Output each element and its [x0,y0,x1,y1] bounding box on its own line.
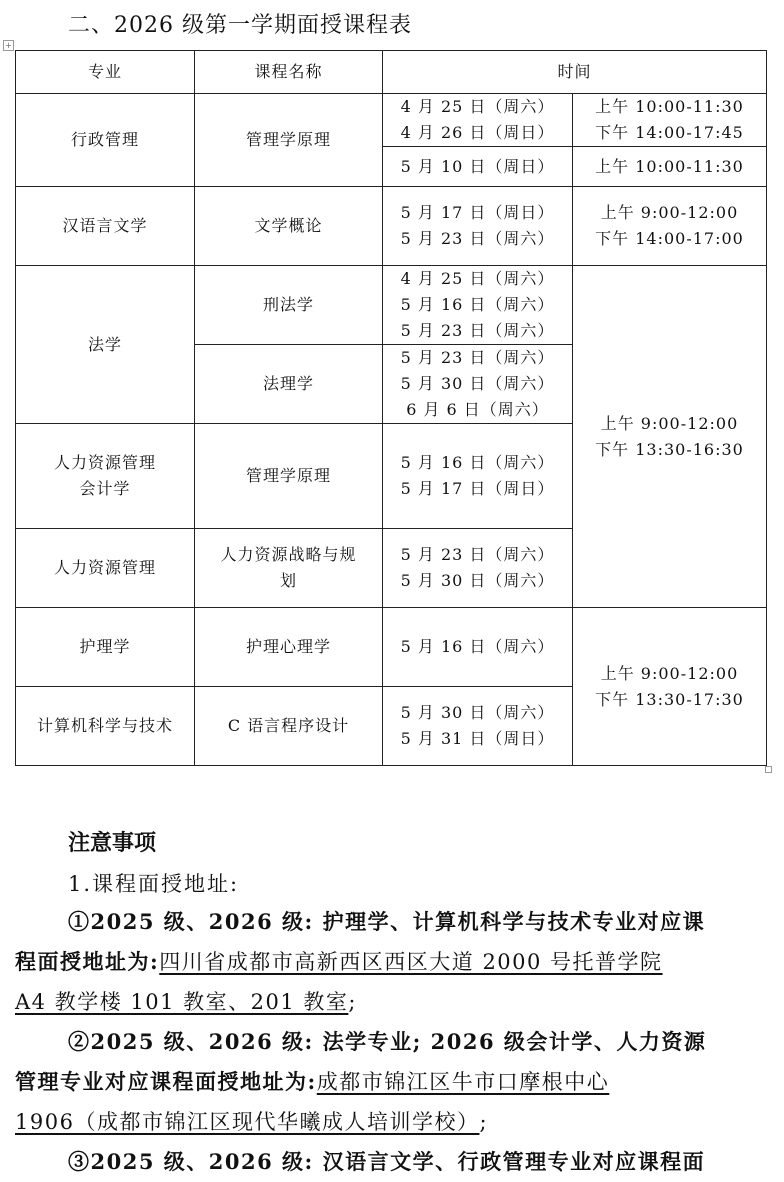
note-1-label: 程面授地址为: [15,949,160,974]
times-cell: 上午 10:00-11:30 [595,156,744,176]
note-paragraph-2 [15,1022,771,1142]
times-cell-merged: 上午 9:00-12:00 下午 13:30-16:30 [595,413,744,459]
course-cell: 管理学原理 [245,130,331,149]
notes-item-1: 1.课程面授地址: [68,872,240,896]
course-cell: 刑法学 [262,295,314,314]
dates-cell: 5 月 17 日（周日） 5 月 23 日（周六） [400,203,555,248]
note-paragraph-1 [15,902,771,1022]
course-cell: 法理学 [262,374,314,393]
dates-cell: 4 月 25 日（周六） 4 月 26 日（周日） [400,97,555,142]
table-resize-handle[interactable] [765,766,772,773]
major-cell: 人力资源管理 会计学 [53,453,156,498]
major-cell: 护理学 [79,637,131,656]
punctuation: ; [348,990,357,1014]
course-cell: C 语言程序设计 [227,716,350,735]
dates-cell: 5 月 30 日（周六） 5 月 31 日（周日） [400,703,555,748]
major-cell: 人力资源管理 [53,558,156,577]
major-cell: 行政管理 [70,130,139,149]
note-1-line-1: ①2025 级、2026 级: 护理学、计算机科学与技术专业对应课 [68,909,706,934]
address-2-part-1: 成都市锦江区牛市口摩根中心 [316,1070,610,1094]
dates-cell: 5 月 10 日（周日） [400,156,555,176]
table-move-handle-icon[interactable]: + [3,40,14,51]
address-1-part-1: 四川省成都市高新西区西区大道 2000 号托普学院 [159,950,663,974]
note-paragraph-3 [15,1142,771,1182]
major-cell: 计算机科学与技术 [36,716,173,735]
dates-cell: 5 月 16 日（周六） 5 月 17 日（周日） [400,453,555,498]
dates-cell: 5 月 23 日（周六） 5 月 30 日（周六） 6 月 6 日（周六） [400,348,555,419]
address-1-part-2: A4 教学楼 101 教室、201 教室 [15,990,349,1014]
times-cell-merged: 上午 9:00-12:00 下午 13:30-17:30 [595,663,744,709]
note-3-line-1: ③2025 级、2026 级: 汉语言文学、行政管理专业对应课程面 [68,1149,706,1174]
header-time: 时间 [557,62,592,81]
section-title: 二、2026 级第一学期面授课程表 [68,13,412,38]
dates-cell: 4 月 25 日（周六） 5 月 16 日（周六） 5 月 23 日（周六） [400,269,555,340]
major-cell: 汉语言文学 [62,216,148,235]
course-cell: 管理学原理 [245,466,331,485]
dates-cell: 5 月 16 日（周六） [400,637,555,656]
times-cell: 上午 9:00-12:00 下午 14:00-17:00 [595,203,744,248]
note-2-label: 管理专业对应课程面授地址为: [15,1069,317,1094]
punctuation: ; [479,1110,489,1134]
notes-heading: 注意事项 [68,831,157,856]
header-course: 课程名称 [254,62,323,81]
address-2-part-2: 1906（成都市锦江区现代华曦成人培训学校） [15,1110,480,1134]
note-2-line-1: ②2025 级、2026 级: 法学专业; 2026 级会计学、人力资源 [68,1029,707,1054]
course-cell: 护理心理学 [245,637,331,656]
major-cell: 法学 [87,334,122,354]
dates-cell: 5 月 23 日（周六） 5 月 30 日（周六） [400,545,555,590]
header-major: 专业 [87,62,122,81]
course-cell: 人力资源战略与规 划 [220,545,357,590]
course-cell: 文学概论 [254,216,323,235]
times-cell: 上午 10:00-11:30 下午 14:00-17:45 [595,97,744,142]
